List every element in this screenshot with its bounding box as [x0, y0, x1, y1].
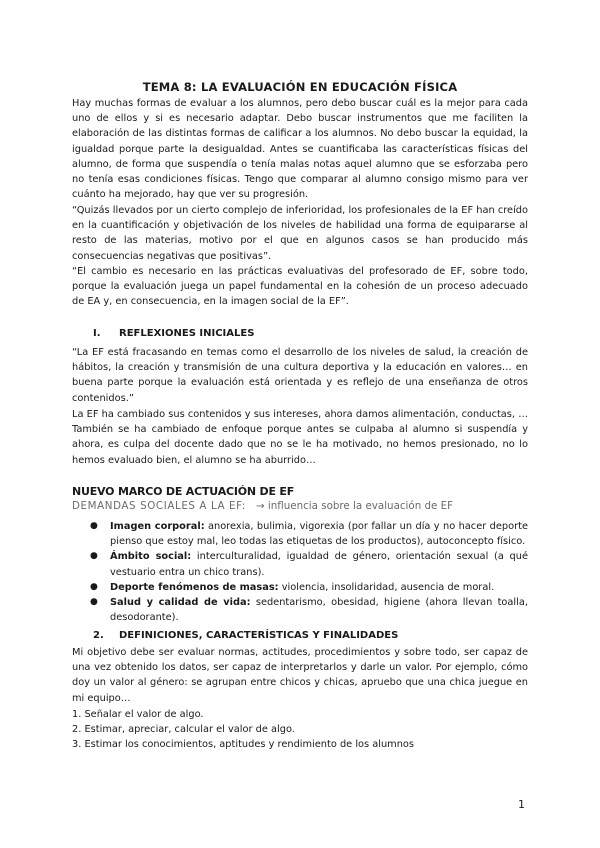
page-title: TEMA 8: LA EVALUACIÓN EN EDUCACIÓN FÍSICA: [142, 80, 458, 94]
demandas-subheading: [72, 500, 453, 512]
list-item: 3. Estimar los conocimientos, aptitudes y rendimiento de los alumnos: [72, 739, 415, 751]
section-title: REFLEXIONES INICIALES: [119, 328, 255, 339]
list-item: [90, 580, 528, 595]
marco-heading: NUEVO MARCO DE ACTUACIÓN DE EF: [72, 485, 295, 498]
quote-paragraph-1: “Quizás llevados por un cierto complejo de inferioridad, los profesionales de la EF han creído en la cuantificación y objetivación de los niveles de habilidad una forma de equipararse al resto de las materias, motivo por el que en algunos casos se han producido más consecuencias negativas que positivas”.: [72, 205, 528, 262]
demandas-label: DEMANDAS SOCIALES A LA EF:: [72, 500, 246, 512]
item-text: violencia, insolidaridad, ausencia de moral.: [278, 581, 495, 593]
list-item: 1. Señalar el valor de algo.: [72, 709, 204, 720]
list-item: [90, 595, 528, 625]
section-number: 2.: [93, 630, 104, 641]
numbered-list: [72, 707, 528, 753]
list-item: [90, 549, 528, 579]
quote-paragraph-2: “El cambio es necesario en las prácticas evaluativas del profesorado de EF, sobre todo, porque la evaluación juega un papel fundamental en la cohesión de un proceso adecuado de EA y, en consecuencia, en la imagen social de la EF”.: [72, 266, 528, 308]
bullet-icon: ●: [90, 521, 98, 531]
intro-paragraph: Hay muchas formas de evaluar a los alumnos, pero debo buscar cuál es la mejor para cada uno de ellos y si es necesario adaptar. Debo buscar instrumentos que me faciliten la elaboración de las distintas formas de calificar a los alumnos. No debo buscar la equidad, la igualdad porque parte la desigualdad. Antes se cuantificaba las características físicas del alumno, de forma que suspendía o tenía malas notas aquel alumno que se esforzaba pero no tenía esas condiciones físicas. Tengo que comparar al alumno consigo mismo para ver cuánto ha mejorado, hay que ver su progresión.: [72, 98, 528, 201]
section-title: DEFINICIONES, CARACTERÍSTICAS Y FINALIDADES: [119, 630, 399, 641]
page-number: 1: [518, 798, 525, 811]
influence-note: → influencia sobre la evaluación de EF: [255, 500, 454, 512]
section-heading-1: [93, 328, 254, 339]
section-number: I.: [93, 328, 101, 339]
list-item: 2. Estimar, apreciar, calcular el valor de algo.: [72, 724, 295, 736]
quote-paragraph-3: “La EF está fracasando en temas como el desarrollo de los niveles de salud, la creación de hábitos, la creación y transmisión de una cultura deportiva y la educación en valores… en buena parte porque la evaluación está orientada y es reflejo de una enseñanza de otros contenidos.”: [72, 347, 528, 404]
item-term: Deporte fenómenos de masas:: [110, 581, 279, 593]
list-item: [90, 519, 528, 549]
bullet-icon: ●: [90, 551, 98, 562]
item-text: sedentarismo, obesidad, higiene (ahora llevan toalla, desodorante).: [110, 597, 528, 624]
section-heading-2: [93, 630, 398, 641]
objective-paragraph: Mi objetivo debe ser evaluar normas, actitudes, procedimientos y sobre todo, ser capaz de una vez obtenido los datos, ser capaz de interpretarlos y darle un valor. Por ejemplo, cómo doy un valor al género: se agrupan entre chicos y chicas, apruebo que una chica juegue en mi equipo…: [72, 647, 528, 704]
bullet-icon: ●: [90, 581, 98, 592]
demandas-list: [90, 519, 528, 625]
item-text: anorexia, bulimia, vigorexia (por fallar un día y no hacer deporte pienso que estoy mal, leo todas las etiquetas de los productos), autoconcepto físico.: [110, 521, 528, 548]
ef-change-paragraph: La EF ha cambiado sus contenidos y sus intereses, ahora damos alimentación, conductas, … También se ha cambiado de enfoque porque antes se culpaba al alumno si suspendía y ahora, es culpa del docente dado que no se le ha motivado, no hemos presionado, no lo hemos evaluado bien, el alumno se ha aburrido…: [72, 409, 528, 466]
bullet-icon: ●: [90, 597, 98, 608]
item-term: Ámbito social:: [110, 551, 192, 563]
item-term: Imagen corporal:: [110, 521, 205, 532]
item-term: Salud y calidad de vida:: [110, 597, 251, 609]
item-text: interculturalidad, igualdad de género, orientación sexual (a qué vestuario entra un chico trans).: [110, 551, 528, 578]
